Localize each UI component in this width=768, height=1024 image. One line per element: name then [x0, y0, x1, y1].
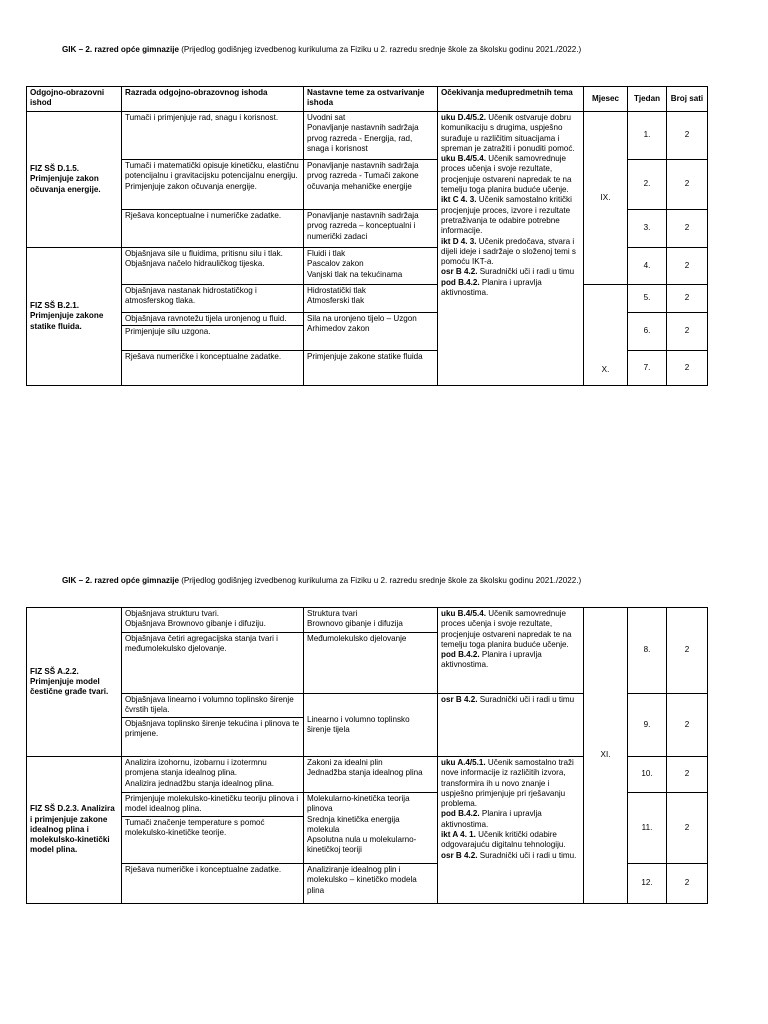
mpt-cell — [438, 112, 584, 386]
week-cell: 9. — [628, 694, 667, 757]
razrada-cell: Rješava numeričke i konceptualne zadatke. — [122, 351, 304, 386]
razrada-cell: Objašnjava nastanak hidrostatičkog i atmosferskog tlaka. — [122, 285, 304, 313]
outcome-cell: FIZ SŠ A.2.2. Primjenjuje model čestične građe tvari. — [27, 608, 122, 757]
mpt-cell — [438, 694, 584, 757]
razrada-cell: Objašnjava linearno i volumno toplinsko širenje čvrstih tijela. Objašnjava toplinsko širenje tekućina i plinova te primjene. — [122, 694, 304, 757]
hours-cell: 2 — [667, 248, 708, 285]
razrada-cell: Tumači i matematički opisuje kinetičku, elastičnu potencijalnu i gravitacijsku potencijalnu energiju. Primjenjuje zakon očuvanja energije. — [122, 160, 304, 210]
mpt-item: ikt A 4. 1. Učenik kritički odabire odgovarajuću digitalnu tehnologiju. — [441, 830, 566, 850]
header-title-bold: GIK – 2. razred opće gimnazije — [62, 576, 179, 585]
mpt-item: pod B.4.2. Planira i upravlja aktivnostima. — [441, 277, 542, 298]
hours-cell: 2 — [667, 285, 708, 313]
teme-cell: Molekularno-kinetička teorija plinova Srednja kinetička energija molekula Apsolutna nula u molekularno-kinetičkoj teoriji — [304, 793, 438, 864]
col-header-razrada: Razrada odgojno-obrazovnog ishoda — [122, 87, 304, 112]
hours-cell: 2 — [667, 757, 708, 793]
month-cell: X. — [584, 285, 628, 386]
header-title-rest: (Prijedlog godišnjeg izvedbenog kurikuluma za Fiziku u 2. razredu srednje škole za školsku godinu 2021./2022.) — [178, 45, 582, 54]
tema-line: Ponavljanje nastavnih sadržaja prvog razreda - Energija, rad, snaga i korisnost — [307, 123, 419, 153]
mpt-item: osr B 4.2. Suradnički uči i radi u timu. — [441, 850, 577, 860]
razrada-cell: Rješava numeričke i konceptualne zadatke. — [122, 864, 304, 904]
mpt-item: osr B 4.2. Suradnički uči i radi u timu — [441, 267, 575, 277]
col-header-mjesec: Mjesec — [584, 87, 628, 112]
outcome-cell: FIZ SŠ B.2.1. Primjenjuje zakone statike fluida. — [27, 248, 122, 386]
hours-cell: 2 — [667, 160, 708, 210]
week-cell: 5. — [628, 285, 667, 313]
page-header-2 — [62, 576, 581, 585]
outcome-cell: FIZ SŠ D.2.3. Analizira i primjenjuje zakone idealnog plina i molekulsko-kinetički model plina. — [27, 757, 122, 904]
week-cell: 12. — [628, 864, 667, 904]
col-header-sati: Broj sati — [667, 87, 708, 112]
col-header-teme: Nastavne teme za ostvarivanje ishoda — [304, 87, 438, 112]
mpt-cell — [438, 757, 584, 904]
teme-cell: Hidrostatički tlak Atmosferski tlak — [304, 285, 438, 313]
teme-cell: Međumolekulsko djelovanje — [304, 633, 438, 694]
hours-cell: 2 — [667, 313, 708, 351]
page-header-1 — [62, 45, 581, 54]
teme-cell: Struktura tvari Brownovo gibanje i difuzija — [304, 608, 438, 633]
mpt-item: pod B.4.2. Planira i upravlja aktivnostima. — [441, 650, 542, 670]
week-cell: 10. — [628, 757, 667, 793]
mpt-item: ikt D 4. 3. Učenik predočava, stvara i dijeli ideje i sadržaje o složenoj temi s pomoću IKT-a. — [441, 236, 576, 267]
hours-cell: 2 — [667, 210, 708, 248]
week-cell: 1. — [628, 112, 667, 160]
teme-cell: Ponavljanje nastavnih sadržaja prvog razreda - Tumači zakone očuvanja mehaničke energije — [304, 160, 438, 210]
col-header-ishod: Odgojno-obrazovni ishod — [27, 87, 122, 112]
razrada-cell: Primjenjuje molekulsko-kinetičku teoriju plinova i model idealnog plina. Tumači značenje temperature s pomoć molekulsko-kinetičke teorije. — [122, 793, 304, 864]
teme-cell: Analiziranje idealnog plin i molekulsko – kinetičko modela plina — [304, 864, 438, 904]
teme-cell: Primjenjuje zakone statike fluida — [304, 351, 438, 386]
mpt-item: ikt C 4. 3. Učenik samostalno kritički procjenjuje proces, izvore i rezultate pretraživanja te odabire potrebne informacije. — [441, 195, 572, 236]
curriculum-table-2 — [26, 607, 708, 904]
hours-cell: 2 — [667, 793, 708, 864]
curriculum-table-1 — [26, 86, 708, 386]
header-title-rest: (Prijedlog godišnjeg izvedbenog kurikuluma za Fiziku u 2. razredu srednje škole za školsku godinu 2021./2022.) — [178, 576, 582, 585]
week-cell: 11. — [628, 793, 667, 864]
hours-cell: 2 — [667, 864, 708, 904]
week-cell: 4. — [628, 248, 667, 285]
mpt-item: uku B.4/5.4. Učenik samovrednuje proces učenja i svoje rezultate, procjenjuje ostvareni napredak te na temelju toga planira buduće učenje. — [441, 609, 572, 649]
week-cell: 3. — [628, 210, 667, 248]
razrada-cell: Objašnjava strukturu tvari. Objašnjava Brownovo gibanje i difuziju. — [122, 608, 304, 633]
teme-cell: Zakoni za idealni plin Jednadžba stanja idealnog plina — [304, 757, 438, 793]
razrada-cell: Objašnjava četiri agregacijska stanja tvari i međumolekulsko djelovanje. — [122, 633, 304, 694]
teme-cell: Linearno i volumno toplinsko širenje tijela — [304, 694, 438, 757]
col-header-tjedan: Tjedan — [628, 87, 667, 112]
col-header-mpt: Očekivanja međupredmetnih tema — [438, 87, 584, 112]
table-row — [27, 285, 708, 313]
mpt-item: osr B 4.2. Suradnički uči i radi u timu — [441, 695, 575, 704]
mpt-item: uku D.4/5.2. Učenik ostvaruje dobru komunikaciju s drugima, uspješno surađuje u različitim situacijama i spreman je zatražiti i ponuditi pomoć. — [441, 113, 575, 153]
teme-cell — [304, 112, 438, 160]
table-row — [27, 112, 708, 160]
week-cell: 2. — [628, 160, 667, 210]
razrada-cell: Objašnjava sile u fluidima, pritisnu silu i tlak. Objašnjava načelo hidrauličkog tijeska. — [122, 248, 304, 285]
razrada-cell: Analizira izohornu, izobarnu i izotermnu promjena stanja idealnog plina. Analizira jednadžbu stanja idealnog plina. — [122, 757, 304, 793]
hours-cell: 2 — [667, 112, 708, 160]
week-cell: 8. — [628, 608, 667, 694]
week-cell: 7. — [628, 351, 667, 386]
table-row — [27, 608, 708, 633]
teme-cell: Sila na uronjeno tijelo – Uzgon Arhimedov zakon — [304, 313, 438, 351]
mpt-cell — [438, 608, 584, 694]
month-cell: XI. — [584, 608, 628, 904]
mpt-item: uku A.4/5.1. Učenik samostalno traži nove informacije iz različitih izvora, transformira ih u novo znanje i uspješno primjenjuje pri rješavanju problema. — [441, 758, 574, 809]
razrada-cell: Tumači i primjenjuje rad, snagu i korisnost. — [122, 112, 304, 160]
mpt-item: pod B.4.2. Planira i upravlja aktivnostima. — [441, 809, 542, 829]
header-title-bold: GIK – 2. razred opće gimnazije — [62, 45, 179, 54]
tema-line: Uvodni sat — [307, 113, 346, 122]
teme-cell: Ponavljanje nastavnih sadržaja prvog razreda – konceptualni i numerički zadaci — [304, 210, 438, 248]
month-cell: IX. — [584, 112, 628, 285]
teme-cell: Fluidi i tlak Pascalov zakon Vanjski tlak na tekućinama — [304, 248, 438, 285]
mpt-item: uku B.4/5.4. Učenik samovrednuje proces učenja i svoje rezultate, procjenjuje ostvareni napredak te na temelju toga planira buduće učenje. — [441, 154, 572, 195]
hours-cell: 2 — [667, 694, 708, 757]
table-header-row — [27, 87, 708, 112]
week-cell: 6. — [628, 313, 667, 351]
hours-cell: 2 — [667, 351, 708, 386]
outcome-cell: FIZ SŠ D.1.5. Primjenjuje zakon očuvanja energije. — [27, 112, 122, 248]
hours-cell: 2 — [667, 608, 708, 694]
razrada-cell: Rješava konceptualne i numeričke zadatke. — [122, 210, 304, 248]
razrada-cell: Objašnjava ravnotežu tijela uronjenog u fluid. Primjenjuje silu uzgona. — [122, 313, 304, 351]
